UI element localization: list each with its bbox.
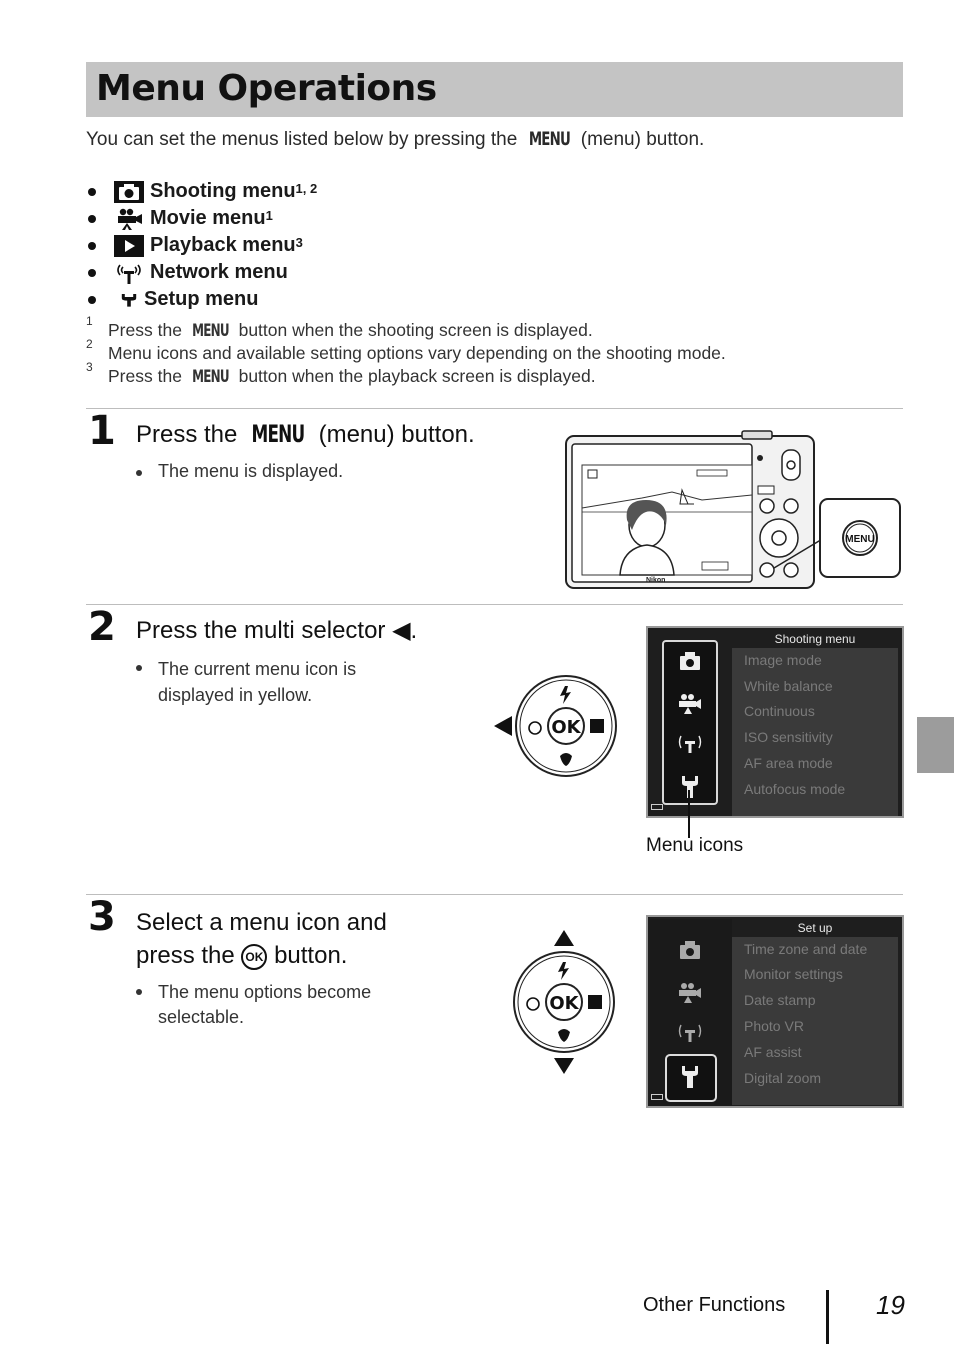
footnote-before: Press the [108, 320, 182, 340]
list-item [86, 259, 586, 286]
shooting-menu-screen [646, 626, 904, 818]
list-item [86, 232, 586, 259]
menu-label: Movie menu [150, 207, 266, 229]
footnote-number: 2 [86, 337, 93, 351]
menu-glyph: MENU [528, 128, 570, 150]
menu-item: Continuous [744, 703, 815, 719]
menu-label: Playback menu [150, 234, 296, 256]
left-arrow-icon [494, 716, 512, 736]
movie-camera-icon [679, 983, 701, 1003]
step-bullet [136, 461, 436, 482]
title-bar [86, 62, 903, 117]
movie-camera-icon [679, 694, 701, 714]
menu-item: Date stamp [744, 992, 816, 1008]
movie-camera-icon [114, 208, 144, 230]
menu-label: Shooting menu [150, 180, 296, 202]
menu-icon-column [650, 919, 732, 1106]
menu-item: ISO sensitivity [744, 729, 833, 745]
bullet-dot [88, 269, 96, 277]
bullet-dot [88, 215, 96, 223]
step-title [136, 420, 475, 449]
up-arrow-icon [554, 930, 574, 946]
network-icon [114, 262, 144, 284]
bullet-dot [136, 665, 142, 671]
step-number: 2 [88, 604, 116, 650]
ok-label: OK [551, 717, 581, 738]
step-bullet-text: selectable. [158, 1007, 245, 1027]
callout-line [688, 790, 690, 838]
menu-item: White balance [744, 678, 833, 694]
footnote-number: 1 [86, 314, 93, 328]
intro-after: (menu) button. [580, 129, 705, 150]
playback-icon [114, 235, 144, 257]
wrench-icon [120, 289, 138, 311]
intro-before: You can set the menus listed below by pressing the [86, 129, 518, 150]
menu-item: Image mode [744, 652, 822, 668]
step-title [136, 906, 387, 972]
step-number: 1 [88, 408, 116, 454]
menu-item: Monitor settings [744, 966, 843, 982]
bullet-dot [136, 989, 142, 995]
menu-glyph: MENU [191, 321, 229, 341]
footer-section: Other Functions [643, 1294, 786, 1316]
footnote-after: button when the playback screen is displayed. [238, 366, 596, 386]
camera-brand: Nikon [646, 577, 666, 584]
camera-icon [114, 181, 144, 203]
menu-glyph: MENU [251, 420, 305, 448]
menu-panel [732, 919, 898, 1105]
step-title-line [136, 939, 387, 972]
menu-label: Setup menu [144, 288, 259, 310]
camera-icon [680, 941, 700, 959]
footnote [86, 339, 906, 362]
footnotes [86, 316, 906, 385]
step-bullet [136, 656, 436, 708]
menu-icon-column [662, 640, 718, 805]
ok-button-icon: OK [241, 944, 267, 970]
menu-item: Time zone and date [744, 941, 868, 957]
step-number: 3 [88, 894, 116, 940]
menu-header: Set up [732, 919, 898, 937]
menu-item: Photo VR [744, 1018, 804, 1034]
step-bullet-text: displayed in yellow. [158, 685, 313, 705]
wrench-icon [682, 776, 698, 798]
menu-sup: 3 [295, 235, 303, 250]
step-title-after: (menu) button. [318, 421, 475, 448]
footer-divider [826, 1290, 829, 1344]
menu-sup: 1 [265, 208, 273, 223]
step-bullet-text: The menu options become [158, 982, 372, 1002]
page-title: Menu Operations [96, 68, 437, 109]
footnote-after: button when the shooting screen is displayed. [238, 320, 593, 340]
menu-item: Digital zoom [744, 1070, 822, 1086]
exposure-icon [588, 995, 602, 1009]
footnote-text: Menu icons and available setting options vary depending on the shooting mode. [108, 343, 726, 363]
menu-icons [650, 919, 732, 1106]
step-title: Press the multi selector ◀. [136, 617, 418, 644]
list-item [86, 205, 586, 232]
down-arrow-icon [554, 1058, 574, 1074]
bullet-dot [88, 296, 96, 304]
footnote-number: 3 [86, 360, 93, 374]
step-title-line: Select a menu icon and [136, 909, 387, 936]
battery-icon [651, 804, 663, 810]
bullet-dot [88, 242, 96, 250]
step-bullet [136, 980, 436, 1030]
camera-icon [680, 652, 700, 670]
footnote-before: Press the [108, 366, 182, 386]
step-title-after: button. [274, 942, 348, 969]
list-item [86, 286, 586, 313]
menu-header: Shooting menu [732, 630, 898, 648]
intro-text [86, 128, 704, 151]
bullet-dot [88, 188, 96, 196]
step-title-before: Press the [136, 421, 238, 448]
menu-button-label: MENU [845, 534, 875, 545]
step-divider [86, 604, 903, 605]
ok-label: OK [549, 993, 579, 1014]
step-bullet-text: The menu is displayed. [158, 461, 344, 481]
network-icon [680, 1025, 701, 1042]
menu-icons-callout: Menu icons [646, 835, 744, 856]
setup-menu-screen [646, 915, 904, 1108]
footnote-text [108, 366, 596, 387]
step-divider [86, 408, 903, 409]
menu-sup: 1, 2 [295, 181, 318, 196]
menu-icons [664, 642, 716, 803]
menu-list [86, 178, 586, 313]
battery-icon [651, 1094, 663, 1100]
network-icon [680, 736, 701, 753]
list-item [86, 178, 586, 205]
footnote [86, 316, 906, 339]
footnote [86, 362, 906, 385]
menu-item: AF assist [744, 1044, 802, 1060]
multi-selector-illustration [492, 674, 622, 780]
footnote-text [108, 320, 593, 341]
step-bullet-text: The current menu icon is [158, 659, 357, 679]
multi-selector-illustration [510, 928, 620, 1076]
menu-panel [732, 630, 898, 816]
menu-label: Network menu [150, 261, 288, 283]
page-number: 19 [876, 1290, 905, 1320]
menu-item: AF area mode [744, 755, 833, 771]
camera-back-illustration [562, 430, 904, 592]
bullet-dot [136, 470, 142, 476]
menu-glyph: MENU [191, 367, 229, 387]
menu-item: Autofocus mode [744, 781, 846, 797]
section-tab [917, 717, 954, 773]
step-title-before: press the [136, 942, 235, 969]
exposure-icon [590, 719, 604, 733]
step-divider [86, 894, 903, 895]
